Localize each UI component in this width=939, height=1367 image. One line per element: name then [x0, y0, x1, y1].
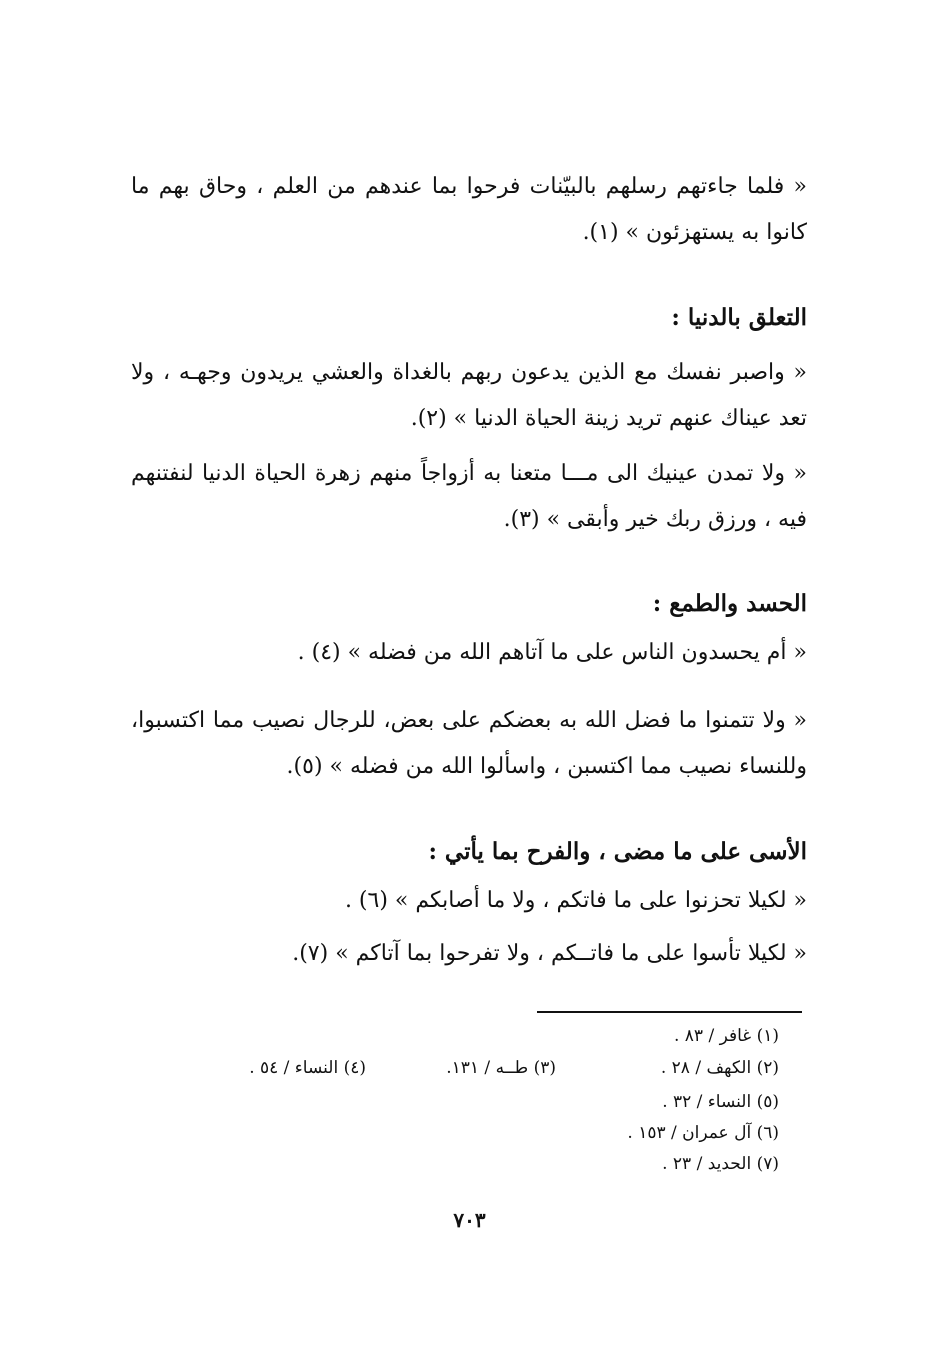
footnote-6: (٦) آل عمران / ١٥٣ .: [627, 1123, 779, 1143]
quote-paragraph-3: « ولا تمدن عينيك الى مـــا متعنا به أزواجاً منهم زهرة الحياة الدنيا لنفتنهم فيه ، ورزق ربك خير وأبقى » (٣).: [131, 461, 807, 532]
quote-paragraph-2: « واصبر نفسك مع الذين يدعون ربهم بالغداة والعشي يريدون وجهـه ، ولا تعد عيناك عنهم تريد زينة الحياة الدنيا » (٢).: [131, 360, 807, 431]
footnote-3: (٣) طــه / ١٣١.: [446, 1058, 556, 1078]
page-number: ٧٠٣: [453, 1208, 486, 1232]
quote-paragraph-7: « لكيلا تأسوا على ما فاتــكم ، ولا تفرحوا بما آتاكم » (٧).: [292, 941, 807, 966]
section-heading-grief-joy: الأسى على ما مضى ، والفرح بما يأتي :: [428, 838, 807, 865]
quote-paragraph-6: « لكيلا تحزنوا على ما فاتكم ، ولا ما أصابكم » (٦) .: [344, 888, 807, 913]
quote-paragraph-5: « ولا تتمنوا ما فضل الله به بعضكم على بعض، للرجال نصيب مما اكتسبوا، وللنساء نصيب مما اكتسبن ، واسألوا الله من فضله » (٥).: [131, 708, 807, 779]
footnote-2: (٢) الكهف / ٢٨ .: [660, 1058, 779, 1078]
quote-paragraph-4: « أم يحسدون الناس على ما آتاهم الله من فضله » (٤) .: [297, 640, 807, 665]
footnote-4: (٤) النساء / ٥٤ .: [249, 1058, 366, 1078]
footnote-5: (٥) النساء / ٣٢ .: [662, 1092, 779, 1112]
section-heading-envy-greed: الحسد والطمع :: [652, 590, 807, 617]
section-heading-attachment-to-world: التعلق بالدنيا :: [671, 304, 807, 331]
footnote-7: (٧) الحديد / ٢٣ .: [662, 1154, 779, 1174]
footnote-divider: [537, 1011, 802, 1013]
footnote-1: (١) غافر / ٨٣ .: [673, 1026, 779, 1046]
quote-paragraph-1: « فلما جاءتهم رسلهم بالبيّنات فرحوا بما عندهم من العلم ، وحاق بهم ما كانوا به يستهزئون » (١).: [131, 174, 807, 245]
